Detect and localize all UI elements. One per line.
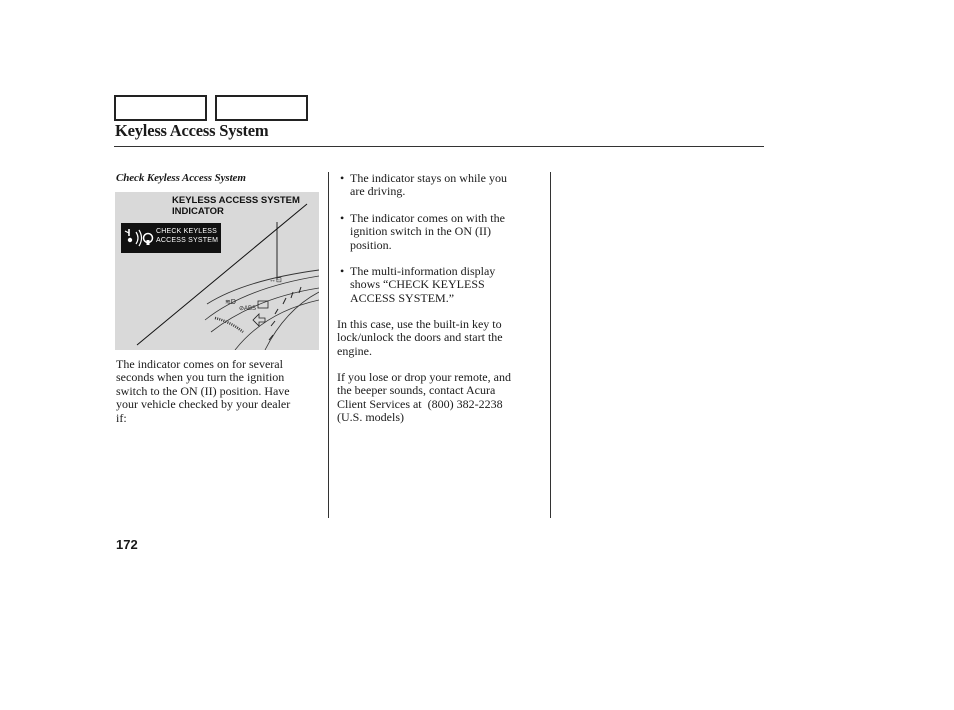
header-tab-box-left <box>114 95 207 121</box>
column-divider-2 <box>550 172 551 518</box>
keyless-indicator-icon <box>123 223 155 253</box>
bullet-dot: • <box>340 264 345 278</box>
bullet-text: The indicator comes on with the ignition switch in the ON (II) position. <box>350 211 505 252</box>
header-tab-box-right <box>215 95 308 121</box>
title-rule <box>114 146 764 147</box>
bullet-text: The multi-information display shows “CHECK KEYLESS ACCESS SYSTEM.” <box>350 264 496 305</box>
middle-paragraph-2: If you lose or drop your remote, and the beeper sounds, contact Acura Client Services at (800) 382-2238 (U.S. models) <box>337 370 511 425</box>
multi-information-display <box>121 223 221 253</box>
instrument-panel-figure <box>115 192 319 350</box>
column-divider-1 <box>328 172 329 518</box>
indicator-callout-label: KEYLESS ACCESS SYSTEM INDICATOR <box>172 195 300 217</box>
page-title: Keyless Access System <box>115 121 269 140</box>
page-number: 172 <box>116 537 138 552</box>
bullet-text: The indicator stays on while you are driving. <box>350 171 507 199</box>
svg-text:≋D: ≋D <box>225 299 236 306</box>
left-paragraph: The indicator comes on for several seconds when you turn the ignition switch to the ON (II) position. Have your vehicle checked by your dealer if: <box>116 357 291 425</box>
bullet-dot: • <box>340 211 345 225</box>
svg-text:⊘ABS: ⊘ABS <box>239 306 257 312</box>
svg-text:↔⊡: ↔⊡ <box>269 277 282 284</box>
display-message: CHECK KEYLESS ACCESS SYSTEM <box>156 228 219 244</box>
bullet-dot: • <box>340 171 345 185</box>
figure-caption: Check Keyless Access System <box>116 172 246 184</box>
middle-paragraph-1: In this case, use the built-in key to lock/unlock the doors and start the engine. <box>337 317 503 358</box>
